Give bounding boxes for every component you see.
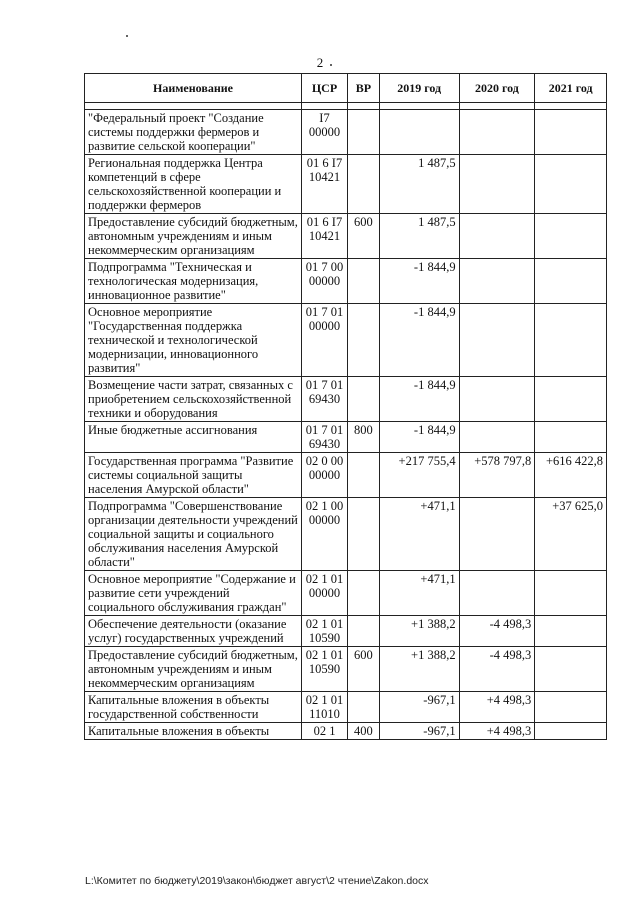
row-2019: -1 844,9 — [379, 259, 459, 304]
row-2020: +578 797,8 — [459, 453, 535, 498]
row-csr: 01 6 I7 10421 — [301, 155, 347, 214]
row-2020 — [459, 304, 535, 377]
table-row — [85, 214, 607, 259]
row-csr: 02 1 01 11010 — [301, 692, 347, 723]
row-vr — [348, 259, 380, 304]
row-2019: 1 487,5 — [379, 155, 459, 214]
row-name: Предоставление субсидий бюджетным, автономным учреждениям и иным некоммерческим организациям — [85, 214, 302, 259]
row-2019: +1 388,2 — [379, 616, 459, 647]
row-2020 — [459, 214, 535, 259]
header-2020: 2020 год — [459, 74, 535, 103]
row-name: Основное мероприятие "Содержание и развитие сети учреждений социального обслуживания граждан" — [85, 571, 302, 616]
row-2021 — [535, 571, 607, 616]
row-vr: 400 — [348, 723, 380, 740]
row-name: Предоставление субсидий бюджетным, автономным учреждениям и иным некоммерческим организациям — [85, 647, 302, 692]
row-csr: 01 7 01 69430 — [301, 377, 347, 422]
row-2020: -4 498,3 — [459, 647, 535, 692]
page-number: 2 — [316, 55, 324, 70]
table-row — [85, 723, 607, 740]
row-2020 — [459, 155, 535, 214]
footer-file-path: L:\Комитет по бюджету\2019\закон\бюджет август\2 чтение\Zakon.docx — [85, 875, 429, 887]
table-row — [85, 110, 607, 155]
table-header-row — [85, 74, 607, 103]
row-csr: 01 7 00 00000 — [301, 259, 347, 304]
table-row — [85, 498, 607, 571]
row-2019: -1 844,9 — [379, 377, 459, 422]
row-csr: 02 0 00 00000 — [301, 453, 347, 498]
row-vr: 600 — [348, 647, 380, 692]
row-2019: +1 388,2 — [379, 647, 459, 692]
table-row — [85, 453, 607, 498]
row-2021 — [535, 377, 607, 422]
row-name: Подпрограмма "Техническая и технологическая модернизация, инновационное развитие" — [85, 259, 302, 304]
row-csr: I7 00000 — [301, 110, 347, 155]
row-2021: +616 422,8 — [535, 453, 607, 498]
row-2020 — [459, 571, 535, 616]
row-2019: +471,1 — [379, 498, 459, 571]
table-row — [85, 571, 607, 616]
row-vr — [348, 453, 380, 498]
row-2020 — [459, 422, 535, 453]
row-csr: 01 7 01 00000 — [301, 304, 347, 377]
row-vr: 600 — [348, 214, 380, 259]
row-2021 — [535, 110, 607, 155]
row-2020 — [459, 377, 535, 422]
header-2019: 2019 год — [379, 74, 459, 103]
row-name: Региональная поддержка Центра компетенций в сфере сельскохозяйственной кооперации и поддержки фермеров — [85, 155, 302, 214]
row-2019: -1 844,9 — [379, 304, 459, 377]
header-name: Наименование — [85, 74, 302, 103]
row-csr: 02 1 — [301, 723, 347, 740]
scan-speck — [126, 35, 128, 37]
table-row — [85, 155, 607, 214]
row-2020 — [459, 259, 535, 304]
table-row — [85, 422, 607, 453]
row-name: Капитальные вложения в объекты — [85, 723, 302, 740]
row-csr: 01 7 01 69430 — [301, 422, 347, 453]
row-2020 — [459, 498, 535, 571]
row-csr: 02 1 01 10590 — [301, 647, 347, 692]
row-2021 — [535, 616, 607, 647]
budget-table — [84, 73, 607, 740]
table-row — [85, 377, 607, 422]
row-csr: 02 1 01 10590 — [301, 616, 347, 647]
row-2019: +471,1 — [379, 571, 459, 616]
table-row — [85, 259, 607, 304]
header-csr: ЦСР — [301, 74, 347, 103]
row-vr — [348, 110, 380, 155]
row-2021 — [535, 723, 607, 740]
row-vr: 800 — [348, 422, 380, 453]
row-csr: 02 1 01 00000 — [301, 571, 347, 616]
row-2019: +217 755,4 — [379, 453, 459, 498]
row-2019: -967,1 — [379, 692, 459, 723]
row-vr — [348, 692, 380, 723]
table-row — [85, 692, 607, 723]
row-name: Возмещение части затрат, связанных с приобретением сельскохозяйственной техники и оборудования — [85, 377, 302, 422]
row-vr — [348, 571, 380, 616]
row-vr — [348, 616, 380, 647]
row-vr — [348, 155, 380, 214]
row-2019: -1 844,9 — [379, 422, 459, 453]
row-2021 — [535, 214, 607, 259]
row-name: Государственная программа "Развитие системы социальной защиты населения Амурской области" — [85, 453, 302, 498]
table-row — [85, 647, 607, 692]
row-2020: +4 498,3 — [459, 692, 535, 723]
row-name: "Федеральный проект "Создание системы поддержки фермеров и развитие сельской кооперации" — [85, 110, 302, 155]
row-2021 — [535, 304, 607, 377]
row-name: Основное мероприятие "Государственная поддержка технической и технологической модернизации, инновационного развития" — [85, 304, 302, 377]
row-name: Капитальные вложения в объекты государственной собственности — [85, 692, 302, 723]
row-name: Обеспечение деятельности (оказание услуг) государственных учреждений — [85, 616, 302, 647]
header-vr: ВР — [348, 74, 380, 103]
row-2019: -967,1 — [379, 723, 459, 740]
table-row — [85, 616, 607, 647]
row-2021 — [535, 422, 607, 453]
row-csr: 02 1 00 00000 — [301, 498, 347, 571]
row-2020: -4 498,3 — [459, 616, 535, 647]
row-2019: 1 487,5 — [379, 214, 459, 259]
row-2021 — [535, 647, 607, 692]
row-2020 — [459, 110, 535, 155]
row-csr: 01 6 I7 10421 — [301, 214, 347, 259]
row-name: Иные бюджетные ассигнования — [85, 422, 302, 453]
row-vr — [348, 498, 380, 571]
row-2019 — [379, 110, 459, 155]
table-row — [85, 304, 607, 377]
row-2021 — [535, 259, 607, 304]
row-name: Подпрограмма "Совершенствование организации деятельности учреждений социальной защиты и социального обслуживания населения Амурской области" — [85, 498, 302, 571]
row-2021 — [535, 692, 607, 723]
table-spacer-row — [85, 103, 607, 110]
row-vr — [348, 304, 380, 377]
row-2020: +4 498,3 — [459, 723, 535, 740]
row-vr — [348, 377, 380, 422]
row-2021 — [535, 155, 607, 214]
row-2021: +37 625,0 — [535, 498, 607, 571]
header-2021: 2021 год — [535, 74, 607, 103]
